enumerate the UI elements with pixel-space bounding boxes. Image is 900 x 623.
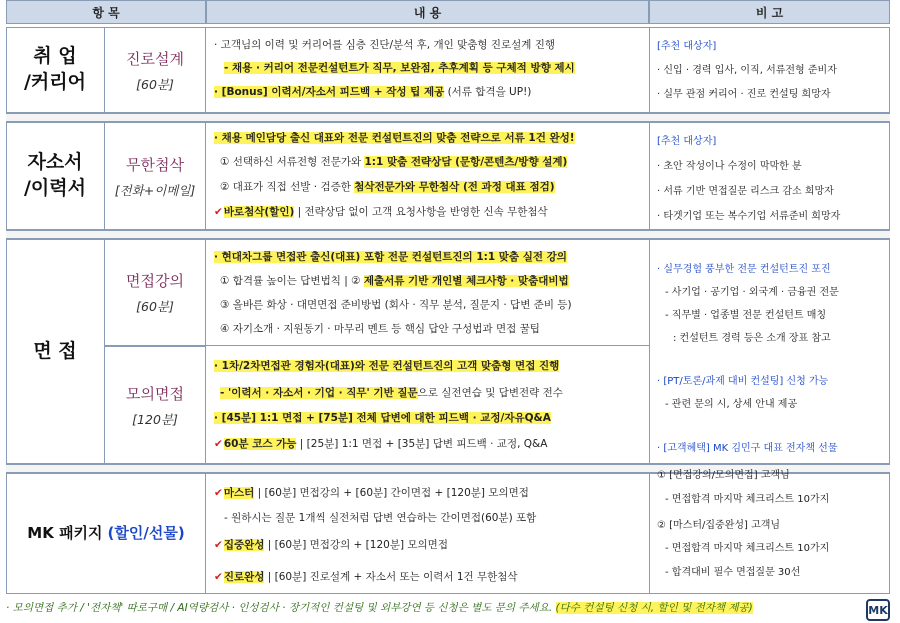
career-notes-heading: [추천 대상자]: [657, 41, 717, 52]
mock-content-line-1: [214, 358, 559, 373]
package-line-master: [214, 485, 529, 500]
interview-notes-heading: · [PT/토론/과제 대비 컨설팅] 신청 가능: [657, 376, 829, 387]
checkmark-icon: ✔: [214, 438, 223, 450]
header-content: [206, 0, 649, 24]
package-focus-text: | [60분] 면접강의 + [120분] 모의면접: [264, 539, 448, 551]
resume-notes-heading: [추천 대상자]: [657, 136, 717, 147]
row-divider: [6, 230, 890, 239]
header-content-label: 내 용: [413, 5, 442, 20]
interview-notes-item: - 관련 문의 시, 상세 안내 제공: [665, 399, 798, 410]
interview-notes-item: : 컨설턴트 경력 등은 소개 장표 참고: [673, 333, 831, 344]
lecture-content-line-1: [214, 249, 567, 264]
mock-content-line-2: [220, 385, 563, 400]
footer-highlight: (다수 컨설팅 신청 시, 할인 및 전자책 제공): [555, 602, 753, 614]
header-item: [6, 0, 206, 24]
benefit-item: - 면접합격 마지막 체크리스트 10가지: [665, 494, 830, 505]
benefit-item: - 면접합격 마지막 체크리스트 10가지: [665, 543, 830, 554]
footer-note: [6, 600, 753, 615]
resume-category-label: 자소서 /이력서: [23, 151, 86, 199]
resume-text: ① 선택하신 서류전형 전문가와: [220, 156, 365, 168]
package-master-label: 마스터: [223, 487, 255, 499]
mock-highlight: - '이력서 · 자소서 · 기업 · 직무' 기반 질문: [220, 387, 418, 399]
interview-notes-heading: · [고객혜택] MK 김민구 대표 전자책 선물: [657, 443, 838, 454]
interview-mock-name: 모의면접: [126, 384, 184, 403]
resume-notes: [657, 122, 887, 230]
career-bonus-highlight: · [Bonus] 이력서/자소서 피드백 + 작성 팁 제공: [214, 86, 445, 98]
resume-content-line-1: [214, 130, 575, 145]
interview-lecture-sub: [104, 239, 206, 346]
mock-content-line-3: [214, 410, 551, 425]
resume-notes-item: · 초안 작성이나 수정이 막막한 분: [657, 161, 802, 172]
header-notes: [649, 0, 890, 24]
career-notes: [657, 27, 887, 113]
package-notes: [657, 464, 887, 594]
resume-sub-time: [전화+이메일]: [114, 182, 196, 198]
header-notes-label: 비 고: [755, 5, 784, 20]
career-sub-name: 진로설계: [126, 49, 184, 68]
career-content-line-2: [224, 60, 575, 75]
resume-content-line-4: [214, 204, 548, 219]
checkmark-icon: ✔: [214, 206, 223, 218]
footer-text: · 모의면접 추가 / '전자책' 따로구매 / AI역량검사 · 인성검사 · 장기적인 컨설팅 및 외부강연 등 신청은 별도 문의 주세요.: [6, 602, 556, 614]
lecture-text: ① 합격률 높이는 답변법칙 | ②: [220, 275, 364, 287]
career-notes-item: · 신입 · 경력 입사, 이직, 서류전형 준비자: [657, 65, 837, 76]
package-line-master-detail: - 원하시는 질문 1개씩 실전처럼 답변 연습하는 간이면접(60분) 포함: [224, 512, 537, 524]
mk-logo-text: MK: [868, 603, 888, 617]
lecture-content-line-2: [220, 273, 569, 288]
interview-lecture-content: [214, 239, 644, 346]
checkmark-icon: ✔: [214, 571, 223, 583]
career-sub-time: [60분]: [136, 76, 174, 92]
interview-mock-time: [120분]: [132, 411, 178, 427]
interview-notes-item: - 사기업 · 공기업 · 외국계 · 금융권 전문: [665, 287, 839, 298]
resume-quick-text: | 전략상담 없이 고객 요청사항을 반영한 신속 무한첨삭: [294, 206, 548, 218]
lecture-highlight: · 현대차그룹 면접관 출신(대표) 포함 전문 컨설턴트진의 1:1 맞춤 실전 강의: [214, 251, 567, 263]
package-line-focus: [214, 537, 448, 552]
benefit-item: - 합격대비 필수 면접질문 30선: [665, 567, 801, 578]
career-category: [6, 27, 104, 113]
interview-category: [6, 239, 104, 464]
package-career-text: | [60분] 진로설계 + 자소서 또는 이력서 1건 무한첨삭: [264, 571, 518, 583]
career-content: [214, 27, 644, 113]
package-career-label: 진로완성: [223, 571, 265, 583]
resume-notes-item: · 서류 기반 면접질문 리스크 감소 희망자: [657, 186, 834, 197]
interview-mock-sub: [104, 346, 206, 464]
resume-sub: [104, 122, 206, 230]
package-line-career: [214, 569, 518, 584]
resume-quick-label: 바로첨삭(할인): [223, 206, 295, 218]
resume-highlight: · 채용 메인담당 출신 대표와 전문 컨설턴트진의 맞춤 전략으로 서류 1건 완성!: [214, 132, 575, 144]
resume-text: ② 대표가 직접 선발 · 검증한: [220, 181, 355, 193]
checkmark-icon: ✔: [214, 539, 223, 551]
resume-notes-item: · 타겟기업 또는 복수기업 서류준비 희망자: [657, 211, 841, 222]
interview-notes-item: - 직무별 · 업종별 전문 컨설턴트 매칭: [665, 310, 827, 321]
lecture-content-line-3: ③ 올바른 화상 · 대면면접 준비방법 (회사 · 직무 분석, 질문지 · 답변 준비 등): [220, 299, 572, 311]
package-content: [214, 473, 644, 594]
career-content-line-3: [214, 84, 531, 99]
mock-highlight: · [45분] 1:1 면접 + [75분] 전체 답변에 대한 피드백 · 교정/자유Q&A: [214, 412, 551, 424]
resume-sub-name: 무한첨삭: [126, 155, 184, 174]
interview-notes: [657, 239, 887, 464]
interview-lecture-time: [60분]: [136, 299, 174, 314]
mk-logo: [866, 599, 890, 621]
interview-category-label: 면 접: [33, 339, 77, 362]
lecture-content-line-4: ④ 자기소개 · 지원동기 · 마무리 멘트 등 핵심 답안 구성법과 면접 꿀팁: [220, 323, 540, 335]
mock-60-text: | [25분] 1:1 면접 + [35분] 답변 피드백 · 교정, Q&A: [296, 438, 548, 450]
package-category-label: MK 패키지: [27, 524, 103, 543]
mock-highlight: · 1차/2차면접관 경험자(대표)와 전문 컨설턴트진의 고객 맞춤형 면접 진행: [214, 360, 560, 372]
career-content-line-1: · 고객님의 이력 및 커리어를 심층 진단/분석 후, 개인 맞춤형 진로설계 진행: [214, 39, 556, 51]
career-highlight: - 채용 · 커리어 전문컨설턴트가 직무, 보완점, 추후계획 등 구체적 방향 제시: [224, 62, 575, 74]
career-sub: [104, 27, 206, 113]
resume-highlight: 1:1 맞춤 전략상담 (문항/콘텐츠/방향 설계): [364, 156, 568, 168]
resume-content-line-3: [220, 179, 555, 194]
row-divider: [6, 113, 890, 122]
resume-content-line-2: [220, 154, 567, 169]
checkmark-icon: ✔: [214, 487, 223, 499]
career-notes-item: · 실무 관점 커리어 · 진로 컨설팅 희망자: [657, 89, 831, 100]
mock-text: 으로 실전연습 및 답변전략 전수: [417, 387, 563, 399]
career-bonus-tail: (서류 합격을 UP!): [444, 86, 532, 98]
benefit-item: ① [면접강의/모의면접] 고객님: [657, 470, 790, 481]
header-item-label: 항 목: [92, 5, 120, 20]
career-category-label: 취 업 /커리어: [23, 45, 86, 93]
resume-highlight: 첨삭전문가와 무한첨삭 (전 과정 대표 점검): [354, 181, 555, 193]
benefit-item: ② [마스터/집중완성] 고객님: [657, 520, 781, 531]
interview-notes-heading: · 실무경험 풍부한 전문 컨설턴트진 포진: [657, 264, 831, 275]
mock-60-label: 60분 코스 가능: [223, 438, 297, 450]
mock-content-line-4: [214, 436, 547, 451]
resume-category: [6, 122, 104, 230]
package-master-text: | [60분] 면접강의 + [60분] 간이면접 + [120분] 모의면접: [254, 487, 529, 499]
package-focus-label: 집중완성: [223, 539, 265, 551]
package-category: [6, 473, 206, 594]
interview-mock-content: [214, 346, 644, 464]
package-category-tag: (할인/선물): [107, 524, 185, 543]
resume-content: [214, 122, 644, 230]
interview-lecture-name: 면접강의: [126, 272, 184, 290]
lecture-highlight: 제출서류 기반 개인별 체크사항 · 맞춤대비법: [363, 275, 569, 287]
